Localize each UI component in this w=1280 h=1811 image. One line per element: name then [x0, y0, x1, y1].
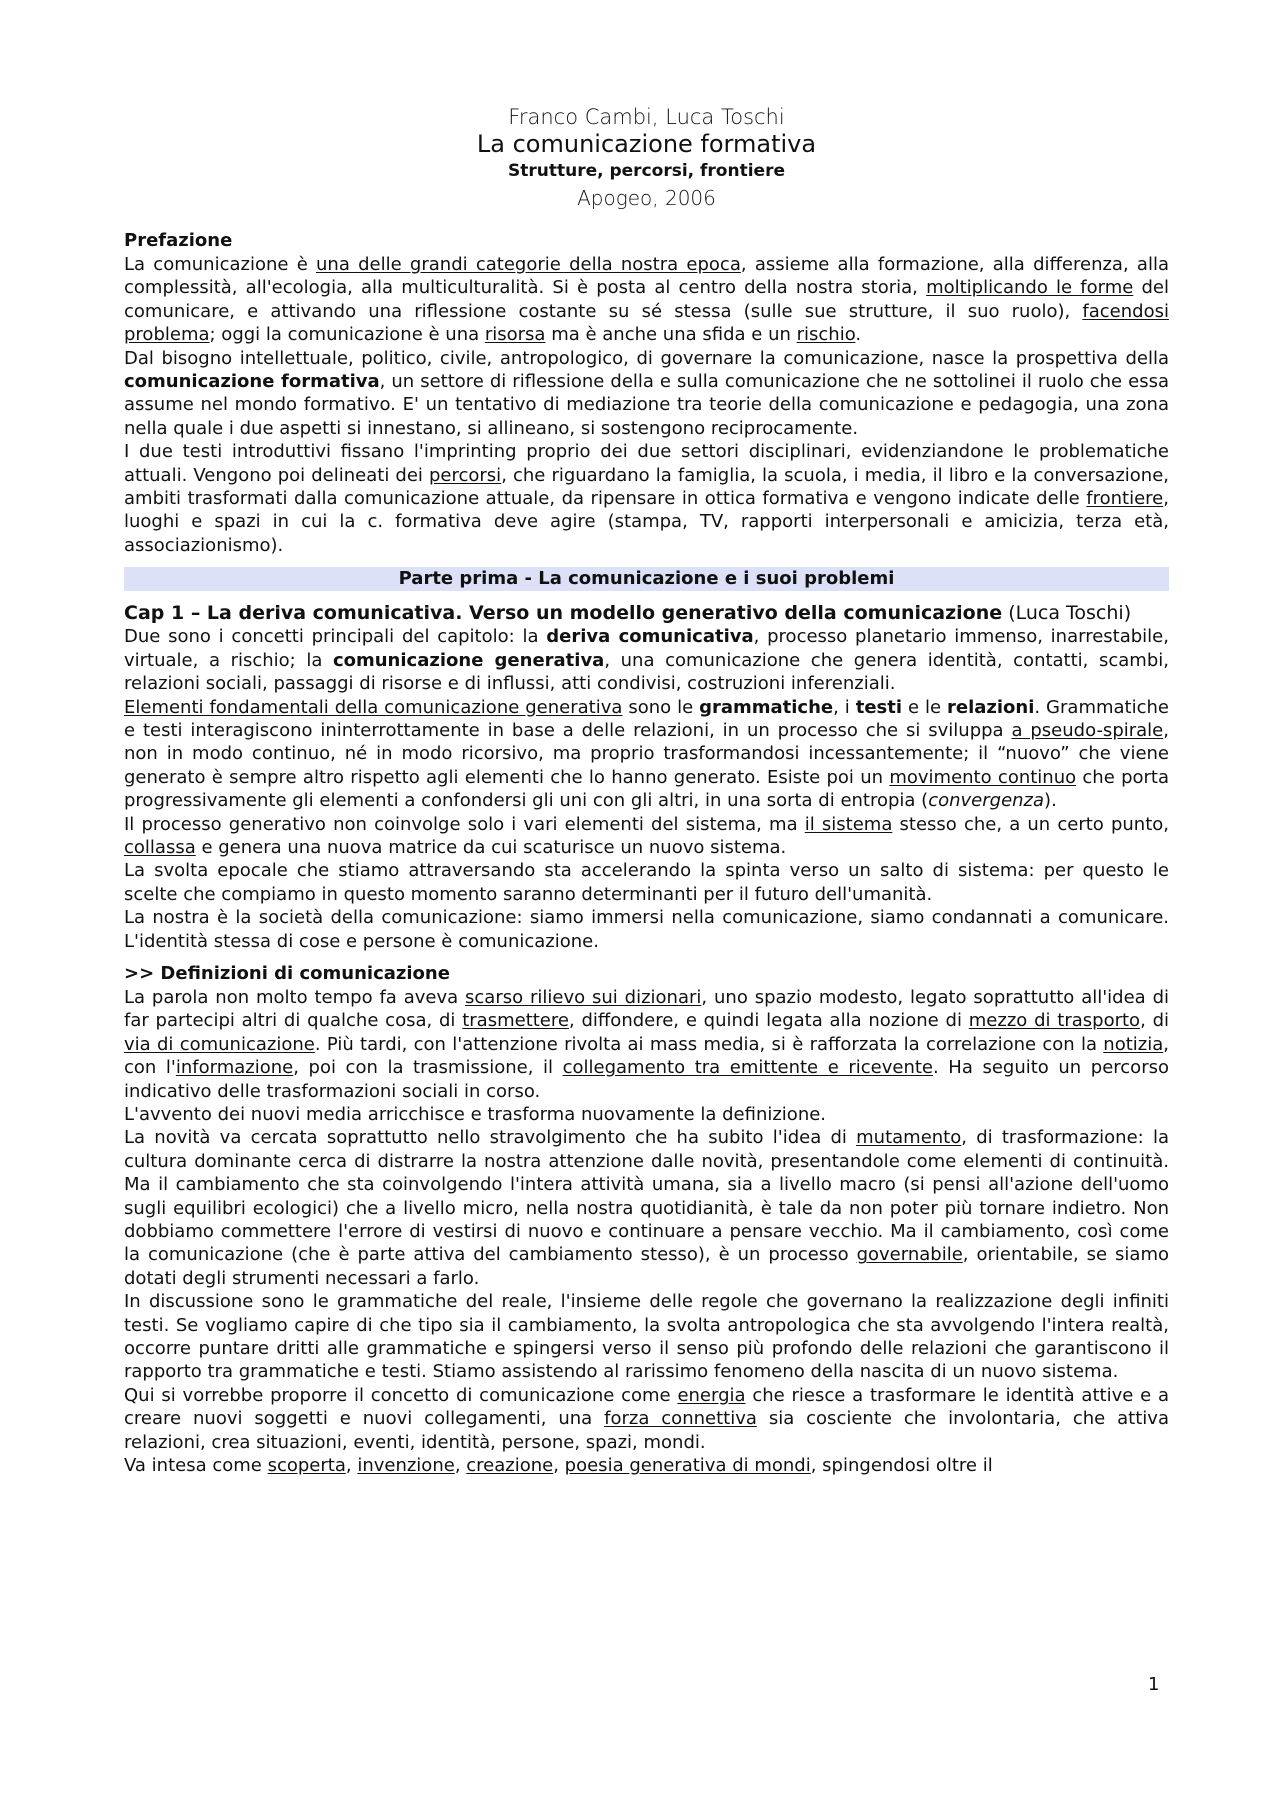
book-authors: Franco Cambi, Luca Toschi [508, 105, 785, 129]
document-page [124, 104, 1169, 1478]
paragraph: Qui si vorrebbe proporre il concetto di comunicazione come energia che riesce a trasformare le identità attive e a creare nuovi soggetti e nuovi collegamenti, una forza connettiva sia cosciente che involontaria, che attiva relazioni, crea situazioni, eventi, identità, persone, spazi, mondi. [124, 1384, 1170, 1453]
book-subtitle: Strutture, percorsi, frontiere [507, 161, 785, 181]
definitions-body [124, 986, 1169, 1478]
paragraph: In discussione sono le grammatiche del reale, l'insieme delle regole che governano la realizzazione degli infiniti testi. Se vogliamo capire di che tipo sia il cambiamento, la svolta antropologica che sta avvolgendo l'intera realtà, occorre puntare dritti alle grammatiche e spingersi verso il senso più profondo delle relazioni che garantiscono il rapporto tra grammatiche e testi. Stiamo assistendo al rarissimo fenomeno della nascita di un nuovo sistema. [124, 1291, 1169, 1383]
paragraph: I due testi introduttivi fissano l'imprinting proprio dei due settori disciplinari, evidenziandone le problematiche attuali. Vengono poi delineati dei percorsi, che riguardano la famiglia, la scuola, i media, il libro e la conversazione, ambiti trasformati dalla comunicazione attuale, da ripensare in ottica formativa e vengono indicate delle frontiere, luoghi e spazi in cui la c. formativa deve agire (stampa, TV, rapporti interpersonali e amicizia, terza età, associazionismo). [124, 441, 1169, 556]
prefazione-body [124, 253, 1169, 557]
paragraph: La svolta epocale che stiamo attraversando sta accelerando la spinta verso un salto di sistema: per questo le scelte che compiamo in questo momento saranno determinanti per il futuro dell'umanità. [124, 860, 1169, 905]
paragraph: Due sono i concetti principali del capitolo: la deriva comunicativa, processo planetario immenso, inarrestabile, virtuale, a rischio; la comunicazione generativa, una comunicazione che genera identità, contatti, scambi, relazioni sociali, passaggi di risorse e di influssi, atti condivisi, costruzioni inferenziali. [124, 626, 1169, 695]
section-heading: Parte prima - La comunicazione e i suoi problemi [124, 567, 1169, 591]
title-block [124, 104, 1169, 212]
definitions-heading: >> Definizioni di comunicazione [124, 962, 450, 984]
paragraph: L'avvento dei nuovi media arricchisce e trasforma nuovamente la definizione. [124, 1104, 827, 1125]
paragraph: La nostra è la società della comunicazione: siamo immersi nella comunicazione, siamo condannati a comunicare. L'identità stessa di cose e persone è comunicazione. [124, 907, 1169, 952]
chapter-heading: Cap 1 – La deriva comunicativa. Verso un modello generativo della comunicazione (Luca Toschi) [124, 602, 1132, 625]
paragraph: La novità va cercata soprattutto nello stravolgimento che ha subito l'idea di mutamento, di trasformazione: la cultura dominante cerca di distrarre la nostra attenzione dalle novità, presentandole come elementi di continuità. Ma il cambiamento che sta coinvolgendo l'intera attività umana, sia a livello macro (si pensi all'azione dell'uomo sugli equilibri ecologici) che a livello micro, nella nostra quotidianità, è tale da non poter più tornare indietro. Non dobbiamo commettere l'errore di vestirsi di nuovo e continuare a pensare vecchio. Ma il cambiamento, così come la comunicazione (che è parte attiva del cambiamento stesso), è un processo governabile, orientabile, se siamo dotati degli strumenti necessari a farlo. [124, 1127, 1169, 1289]
paragraph: La parola non molto tempo fa aveva scarso rilievo sui dizionari, uno spazio modesto, legato soprattutto all'idea di far partecipi altri di qualche cosa, di trasmettere, diffondere, e quindi legata alla nozione di mezzo di trasporto, di via di comunicazione. Più tardi, con l'attenzione rivolta ai mass media, si è rafforzata la correlazione con la notizia, con l'informazione, poi con la trasmissione, il collegamento tra emittente e ricevente. Ha seguito un percorso indicativo delle trasformazioni sociali in corso. [124, 986, 1170, 1102]
paragraph: Il processo generativo non coinvolge solo i vari elementi del sistema, ma il sistema stesso che, a un certo punto, collassa e genera una nuova matrice da cui scaturisce un nuovo sistema. [124, 813, 1169, 858]
book-title: La comunicazione formativa [476, 130, 817, 158]
paragraph: La comunicazione è una delle grandi categorie della nostra epoca, assieme alla formazione, alla differenza, alla complessità, all'ecologia, alla multiculturalità. Si è posta al centro della nostra storia, moltiplicando le forme del comunicare, e attivando una riflessione costante su sé stessa (sulle sue strutture, il suo ruolo), facendosi problema; oggi la comunicazione è una risorsa ma è anche una sfida e un rischio. [124, 254, 1169, 346]
book-publisher: Apogeo, 2006 [577, 186, 716, 210]
chapter-body [124, 625, 1169, 953]
prefazione-heading: Prefazione [124, 230, 233, 251]
paragraph: Dal bisogno intellettuale, politico, civile, antropologico, di governare la comunicazione, nasce la prospettiva della comunicazione formativa, un settore di riflessione della e sulla comunicazione che ne sottolinei il ruolo che essa assume nel mondo formativo. E' un tentativo di mediazione tra teorie della comunicazione e pedagogia, una zona nella quale i due aspetti si innestano, si allineano, si sostengono reciprocamente. [124, 347, 1170, 439]
paragraph: Elementi fondamentali della comunicazione generativa sono le grammatiche, i testi e le relazioni. Grammatiche e testi interagiscono ininterrottamente in base a delle relazioni, in un processo che si sviluppa a pseudo-spirale, non in modo continuo, né in modo ricorsivo, ma proprio trasformandosi incessantemente; il “nuovo” che viene generato è sempre altro rispetto agli elementi che lo hanno generato. Esiste poi un movimento continuo che porta progressivamente gli elementi a confondersi gli uni con gli altri, in una sorta di entropia (convergenza). [124, 696, 1170, 812]
chapter-author: (Luca Toschi) [1002, 602, 1132, 625]
paragraph: Va intesa come scoperta, invenzione, creazione, poesia generativa di mondi, spingendosi oltre il [124, 1455, 993, 1477]
page-number: 1 [1148, 1674, 1160, 1695]
